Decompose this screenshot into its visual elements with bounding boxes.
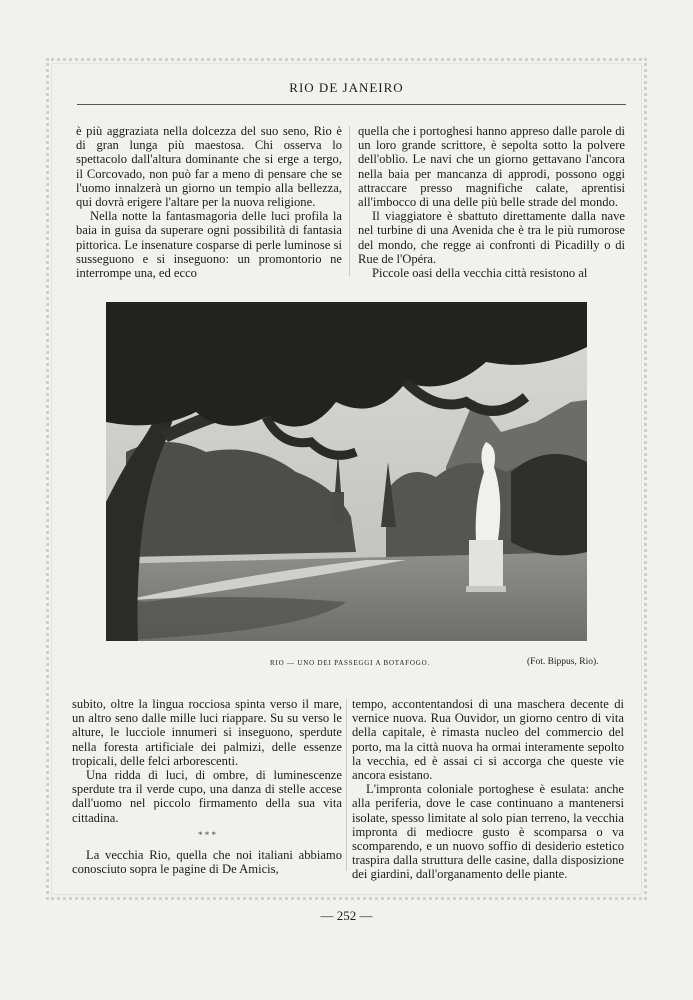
section-asterism: * * * [198,829,216,840]
paragraph: Una ridda di luci, di ombre, di luminescenze sperdute tra il verde cupo, una danza di stelle accese dall'uomo nel piccolo firmamento della sua vita cittadina. [72,768,342,825]
botafogo-promenade-photo [106,302,587,641]
paragraph: quella che i portoghesi hanno appreso dalle parole di un loro grande scrittore, è sepolta sotto la polvere dell'oblìo. Le navi che un giorno gettavano l'ancora nella baia per mancanza di approdi, possono oggi attraccare presso magnifiche calate, aprentisi all'imbocco di una delle più belle strade del mondo. [358,124,625,210]
paragraph: tempo, accontentandosi di una maschera decente di vernice nuova. Rua Ouvidor, un giorno centro di vita della capitale, è rimasta nucleo del commercio del porto, ma la città nuova ha ormai interamente sepolto la vecchia, ed è assai ci si accorga che queste vie ancora esistano. [352,697,624,783]
paragraph: è più aggraziata nella dolcezza del suo seno, Rio è di gran lunga più maestosa. Chi osserva lo spettacolo dall'altura dominante che si erge a tergo, il Corcovado, non può far a meno di pensare che se l'uomo innalzerà un giorno un tempio alla bellezza, qui dovrà erigere l'altare per la nuova religione. [76,124,342,210]
paragraph: La vecchia Rio, quella che noi italiani abbiamo conosciuto sopra le pagine di De Amicis, [72,847,342,877]
running-head: RIO DE JANEIRO [289,80,404,95]
paragraph: Piccole oasi della vecchia città resistono al [372,266,588,281]
paragraph: L'impronta coloniale portoghese è esulata: anche alla periferia, dove le case continuano a mantenersi isolate, spesso limitate al solo pian terreno, la vecchia impronta di mediocre gusto è scomparsa o va scomparendo, e un nuovo soffio di desiderio estetico traspira dalla struttura delle casine, dalla disposizione dei giardini, dall'organamento delle piante. [352,782,624,882]
photo-credit: (Fot. Bippus, Rio). [527,657,599,667]
column-divider [349,126,350,276]
bottom-left-column [72,697,342,876]
column-divider [346,699,347,871]
paragraph: subito, oltre la lingua rocciosa spinta verso il mare, un altro seno dalle mille luci riappare. Su su verso le alture, le lucciole innumeri si inseguono, sperdute nella foresta artificiale dei palmizi, delle essenze tropicali, delle felci arborescenti. [72,697,342,768]
paragraph: Nella notte la fantasmagoria delle luci profila la baia in guisa da superare ogni possibilità di fantasia pittorica. Le insenature cosparse di perle luminose si susseguono e si inseguono: un promontorio ne interrompe una, ed ecco [76,209,342,281]
paragraph: Il viaggiatore è sbattuto direttamente dalla nave nel turbine di una Avenida che è tra le più rumorose del mondo, che regge ai confronti di Picadilly o di Rue de l'Opéra. [358,209,625,266]
header-rule [77,104,626,105]
photo-caption: RIO — UNO DEI PASSEGGI A BOTAFOGO. [270,659,430,667]
bottom-right-column [352,697,624,882]
top-left-column [76,124,342,280]
statue-pedestal [469,540,503,590]
photo-illustration [106,302,587,641]
top-right-column [358,124,625,280]
page-number: — 252 — [320,908,373,923]
